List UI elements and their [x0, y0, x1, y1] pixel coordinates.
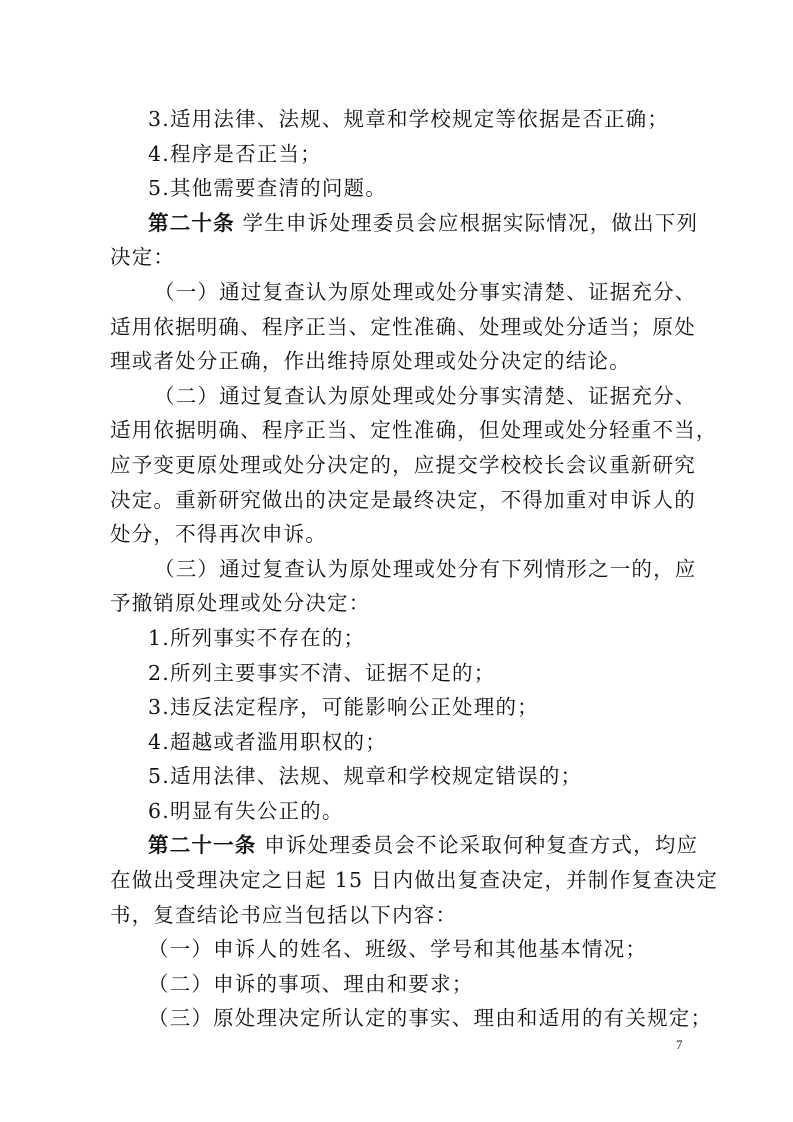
page-number: 7	[676, 1037, 683, 1052]
text-line: 予撤销原处理或处分决定：	[110, 591, 371, 616]
article-20-heading: 第二十条	[148, 210, 235, 235]
article-20-paragraph	[110, 206, 699, 241]
list-item: （三）原处理决定所认定的事实、理由和适用的有关规定；	[148, 1006, 713, 1031]
text-line: （三）通过复查认为原处理或处分有下列情形之一的，应	[154, 556, 697, 581]
text-line: 4.程序是否正当；	[148, 141, 322, 166]
text-line: 处分，不得再次申诉。	[110, 522, 327, 547]
text-line: 5.其他需要查清的问题。	[148, 176, 387, 201]
list-item: 5.适用法律、法规、规章和学校规定错误的；	[148, 764, 583, 789]
text-line: 在做出受理决定之日起 15 日内做出复查决定，并制作复查决定	[110, 868, 719, 893]
list-item: 3.违反法定程序，可能影响公正处理的；	[148, 695, 539, 720]
text-line: （一）通过复查认为原处理或处分事实清楚、证据充分、	[154, 279, 697, 304]
article-21-paragraph	[110, 828, 699, 863]
article-21-heading: 第二十一条	[148, 833, 257, 858]
text-line: 适用依据明确、程序正当、定性准确，但处理或处分轻重不当，	[110, 418, 718, 443]
list-item: 2.所列主要事实不清、证据不足的；	[148, 660, 496, 685]
text-line: 理或者处分正确，作出维持原处理或处分决定的结论。	[110, 349, 631, 374]
text-line: 申诉处理委员会不论采取何种复查方式，均应	[264, 833, 699, 858]
text-line: 3.适用法律、法规、规章和学校规定等依据是否正确；	[148, 107, 670, 131]
text-line: 学生申诉处理委员会应根据实际情况，做出下列	[242, 210, 699, 235]
list-item: （一）申诉人的姓名、班级、学号和其他基本情况；	[148, 937, 648, 962]
document-body	[110, 102, 719, 1036]
list-item: 1.所列事实不存在的；	[148, 625, 366, 650]
list-item: 4.超越或者滥用职权的；	[148, 729, 387, 754]
text-line: 决定。重新研究做出的决定是最终决定，不得加重对申诉人的	[110, 487, 696, 512]
text-line: 书，复查结论书应当包括以下内容：	[110, 902, 458, 927]
text-line: （二）通过复查认为原处理或处分事实清楚、证据充分、	[154, 383, 697, 408]
text-line: 适用依据明确、程序正当、定性准确、处理或处分适当；原处	[110, 314, 696, 339]
text-line: 应予变更原处理或处分决定的，应提交学校校长会议重新研究	[110, 452, 696, 477]
list-item: 6.明显有失公正的。	[148, 798, 344, 823]
text-line: 决定：	[110, 245, 176, 270]
list-item: （二）申诉的事项、理由和要求；	[148, 971, 474, 996]
